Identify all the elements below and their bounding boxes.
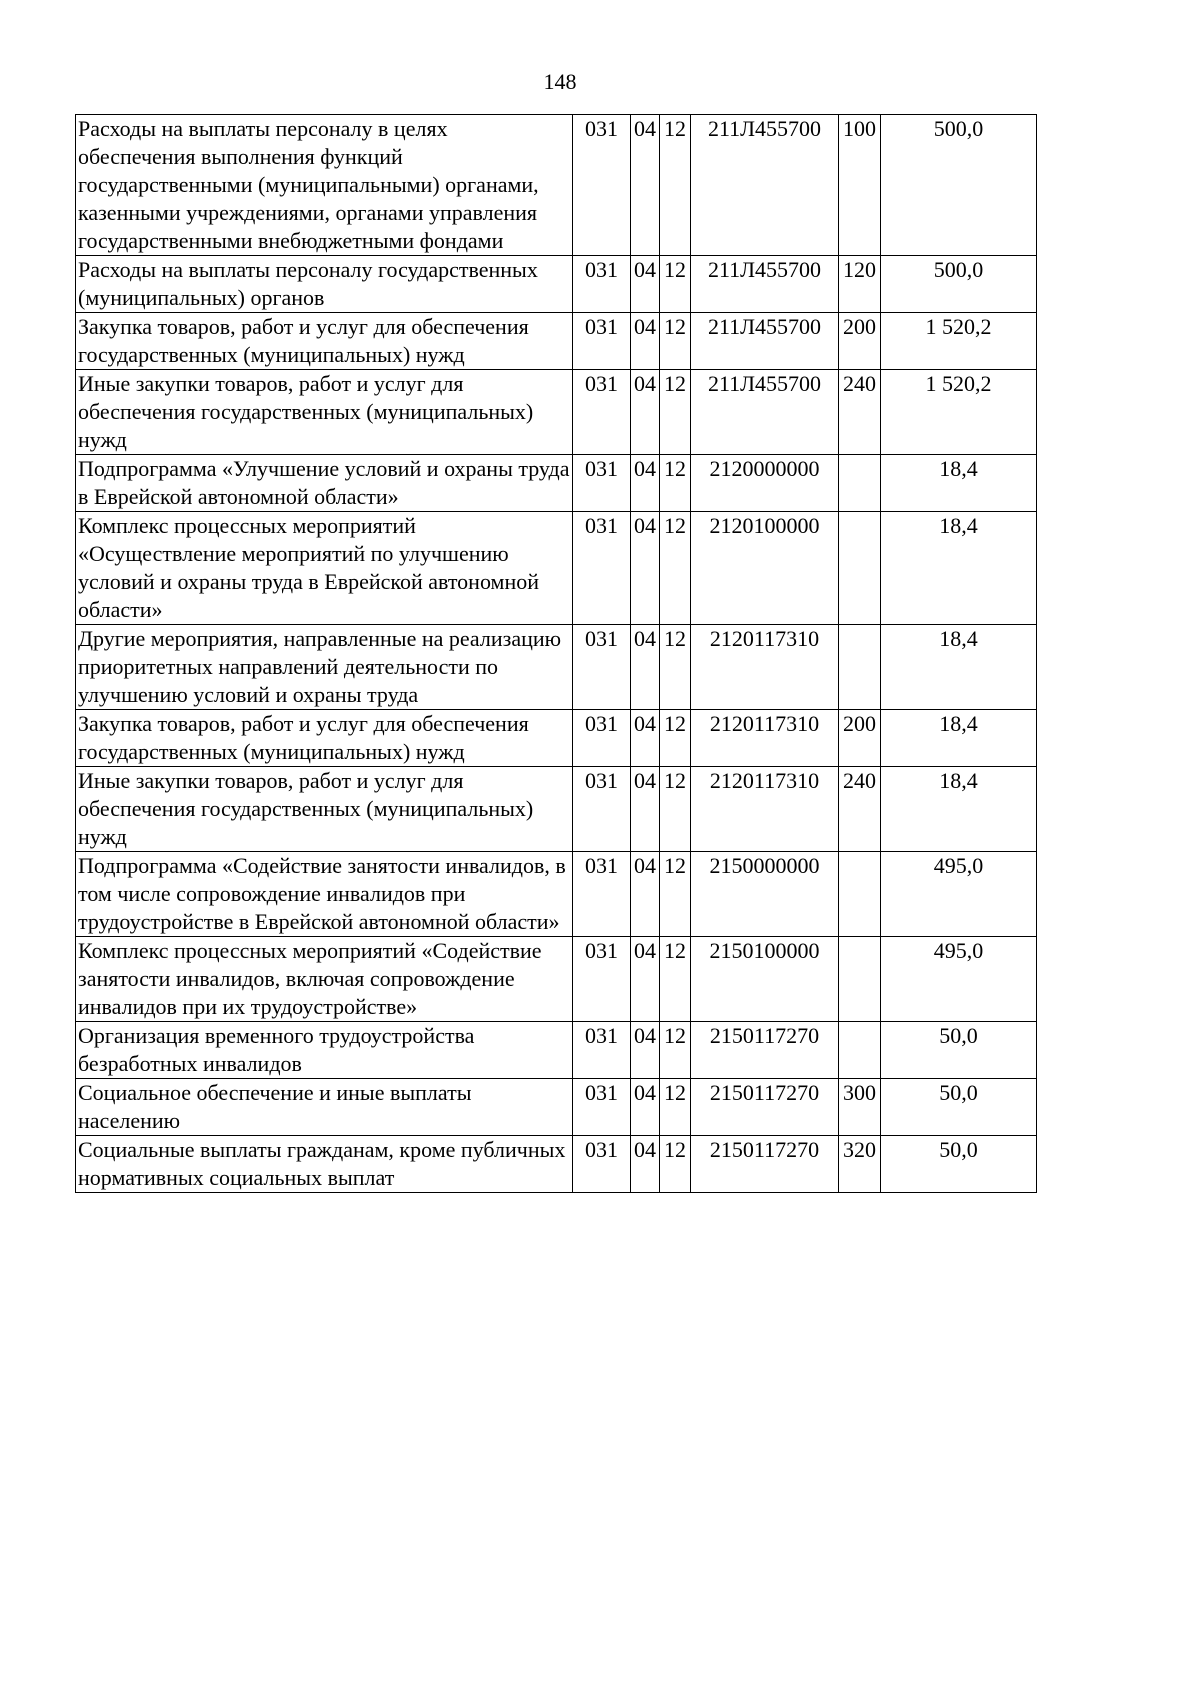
amount-cell: 1 520,2: [881, 370, 1037, 455]
amount-cell: 18,4: [881, 512, 1037, 625]
row-name-cell: Другие мероприятия, направленные на реализацию приоритетных направлений деятельности по улучшению условий и охраны труда: [76, 625, 573, 710]
section-code-cell: 04: [631, 115, 660, 256]
section-code-cell: 04: [631, 852, 660, 937]
row-name-cell: Подпрограмма «Содействие занятости инвалидов, в том числе сопровождение инвалидов при трудоустройстве в Еврейской автономной области»: [76, 852, 573, 937]
section-code-cell: 04: [631, 313, 660, 370]
subsection-code-cell: 12: [660, 1079, 691, 1136]
section-code-cell: 04: [631, 937, 660, 1022]
ministry-code-cell: 031: [573, 937, 631, 1022]
table-row: [76, 313, 1037, 370]
amount-cell: 500,0: [881, 256, 1037, 313]
subsection-code-cell: 12: [660, 852, 691, 937]
table-row: [76, 1022, 1037, 1079]
subsection-code-cell: 12: [660, 625, 691, 710]
page-number: 148: [543, 69, 577, 94]
row-name-cell: Иные закупки товаров, работ и услуг для обеспечения государственных (муниципальных) нужд: [76, 767, 573, 852]
target-article-cell: 2120100000: [691, 512, 839, 625]
section-code-cell: 04: [631, 625, 660, 710]
ministry-code-cell: 031: [573, 1022, 631, 1079]
target-article-cell: 211Л455700: [691, 115, 839, 256]
row-name-cell: Комплекс процессных мероприятий «Содействие занятости инвалидов, включая сопровождение инвалидов при их трудоустройстве»: [76, 937, 573, 1022]
section-code-cell: 04: [631, 1079, 660, 1136]
table-row: [76, 1136, 1037, 1193]
target-article-cell: 211Л455700: [691, 370, 839, 455]
target-article-cell: 2120117310: [691, 710, 839, 767]
section-code-cell: 04: [631, 455, 660, 512]
row-name-cell: Комплекс процессных мероприятий «Осуществление мероприятий по улучшению условий и охраны труда в Еврейской автономной области»: [76, 512, 573, 625]
ministry-code-cell: 031: [573, 370, 631, 455]
subsection-code-cell: 12: [660, 313, 691, 370]
expense-type-cell: 240: [839, 370, 881, 455]
subsection-code-cell: 12: [660, 710, 691, 767]
amount-cell: 50,0: [881, 1022, 1037, 1079]
amount-cell: 50,0: [881, 1136, 1037, 1193]
amount-cell: 50,0: [881, 1079, 1037, 1136]
subsection-code-cell: 12: [660, 1022, 691, 1079]
expense-type-cell: [839, 937, 881, 1022]
table-row: [76, 710, 1037, 767]
table-row: [76, 937, 1037, 1022]
target-article-cell: 211Л455700: [691, 256, 839, 313]
section-code-cell: 04: [631, 256, 660, 313]
ministry-code-cell: 031: [573, 1136, 631, 1193]
amount-cell: 18,4: [881, 710, 1037, 767]
expense-type-cell: 240: [839, 767, 881, 852]
ministry-code-cell: 031: [573, 512, 631, 625]
expense-type-cell: 320: [839, 1136, 881, 1193]
row-name-cell: Закупка товаров, работ и услуг для обеспечения государственных (муниципальных) нужд: [76, 710, 573, 767]
ministry-code-cell: 031: [573, 625, 631, 710]
ministry-code-cell: 031: [573, 767, 631, 852]
table-row: [76, 370, 1037, 455]
amount-cell: 500,0: [881, 115, 1037, 256]
expense-type-cell: [839, 455, 881, 512]
amount-cell: 1 520,2: [881, 313, 1037, 370]
table-row: [76, 767, 1037, 852]
ministry-code-cell: 031: [573, 1079, 631, 1136]
row-name-cell: Иные закупки товаров, работ и услуг для обеспечения государственных (муниципальных) нужд: [76, 370, 573, 455]
subsection-code-cell: 12: [660, 1136, 691, 1193]
expense-type-cell: 120: [839, 256, 881, 313]
ministry-code-cell: 031: [573, 710, 631, 767]
target-article-cell: 2150100000: [691, 937, 839, 1022]
target-article-cell: 2120000000: [691, 455, 839, 512]
section-code-cell: 04: [631, 767, 660, 852]
amount-cell: 495,0: [881, 852, 1037, 937]
subsection-code-cell: 12: [660, 767, 691, 852]
target-article-cell: 2150000000: [691, 852, 839, 937]
table-row: [76, 512, 1037, 625]
expense-type-cell: 200: [839, 710, 881, 767]
table-row: [76, 455, 1037, 512]
row-name-cell: Расходы на выплаты персоналу государственных (муниципальных) органов: [76, 256, 573, 313]
subsection-code-cell: 12: [660, 256, 691, 313]
row-name-cell: Социальное обеспечение и иные выплаты населению: [76, 1079, 573, 1136]
subsection-code-cell: 12: [660, 512, 691, 625]
amount-cell: 18,4: [881, 455, 1037, 512]
expense-type-cell: 300: [839, 1079, 881, 1136]
target-article-cell: 2120117310: [691, 767, 839, 852]
target-article-cell: 2150117270: [691, 1022, 839, 1079]
row-name-cell: Социальные выплаты гражданам, кроме публичных нормативных социальных выплат: [76, 1136, 573, 1193]
amount-cell: 18,4: [881, 625, 1037, 710]
row-name-cell: Закупка товаров, работ и услуг для обеспечения государственных (муниципальных) нужд: [76, 313, 573, 370]
subsection-code-cell: 12: [660, 937, 691, 1022]
subsection-code-cell: 12: [660, 370, 691, 455]
expense-type-cell: [839, 512, 881, 625]
expense-type-cell: 200: [839, 313, 881, 370]
row-name-cell: Организация временного трудоустройства безработных инвалидов: [76, 1022, 573, 1079]
expense-type-cell: [839, 625, 881, 710]
section-code-cell: 04: [631, 1022, 660, 1079]
target-article-cell: 2120117310: [691, 625, 839, 710]
amount-cell: 495,0: [881, 937, 1037, 1022]
section-code-cell: 04: [631, 370, 660, 455]
ministry-code-cell: 031: [573, 115, 631, 256]
expense-type-cell: 100: [839, 115, 881, 256]
subsection-code-cell: 12: [660, 455, 691, 512]
expense-type-cell: [839, 1022, 881, 1079]
ministry-code-cell: 031: [573, 313, 631, 370]
table-row: [76, 852, 1037, 937]
table-row: [76, 625, 1037, 710]
ministry-code-cell: 031: [573, 455, 631, 512]
table-row: [76, 115, 1037, 256]
amount-cell: 18,4: [881, 767, 1037, 852]
subsection-code-cell: 12: [660, 115, 691, 256]
table-body: [76, 115, 1037, 1193]
section-code-cell: 04: [631, 512, 660, 625]
row-name-cell: Расходы на выплаты персоналу в целях обеспечения выполнения функций государственными (муниципальными) органами, казенными учреждениями, органами управления государственными внебюджетными фондами: [76, 115, 573, 256]
target-article-cell: 2150117270: [691, 1136, 839, 1193]
section-code-cell: 04: [631, 1136, 660, 1193]
row-name-cell: Подпрограмма «Улучшение условий и охраны труда в Еврейской автономной области»: [76, 455, 573, 512]
ministry-code-cell: 031: [573, 852, 631, 937]
budget-table: [75, 114, 1037, 1193]
ministry-code-cell: 031: [573, 256, 631, 313]
table-row: [76, 256, 1037, 313]
section-code-cell: 04: [631, 710, 660, 767]
target-article-cell: 211Л455700: [691, 313, 839, 370]
table-row: [76, 1079, 1037, 1136]
expense-type-cell: [839, 852, 881, 937]
target-article-cell: 2150117270: [691, 1079, 839, 1136]
